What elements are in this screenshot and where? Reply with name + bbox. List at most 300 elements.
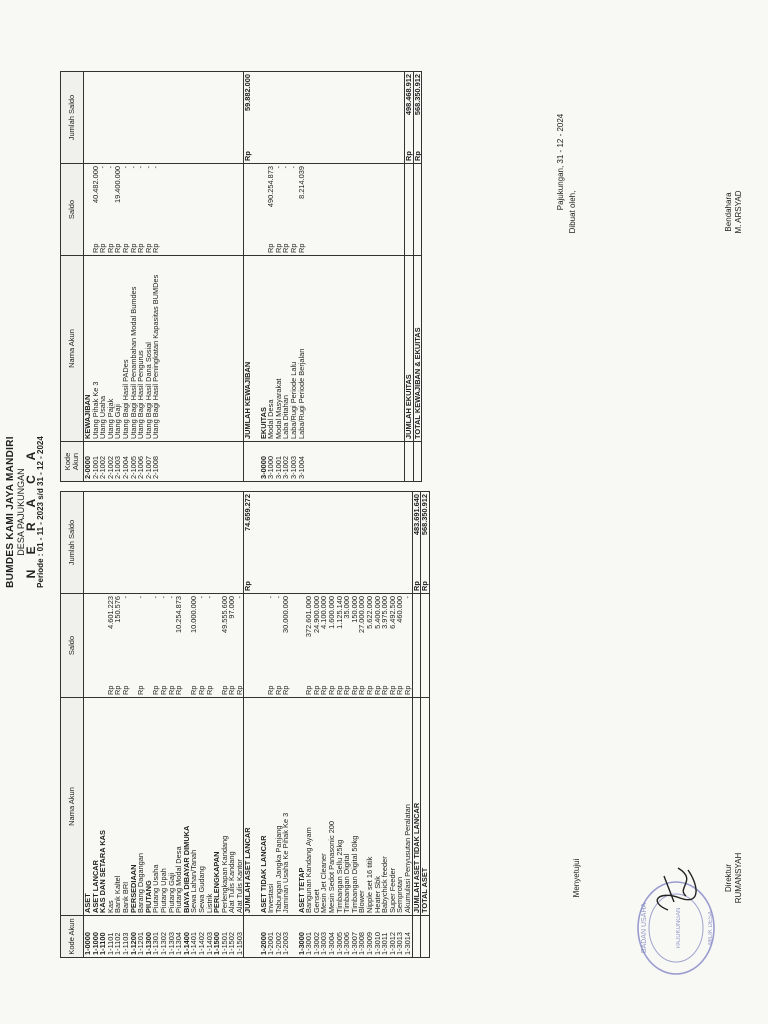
currency-label: Rp xyxy=(189,685,199,695)
account-code xyxy=(351,442,359,482)
account-code: 1-1400 xyxy=(183,916,191,958)
account-total xyxy=(252,72,260,164)
amount-value: 59.882.000 xyxy=(243,74,253,111)
account-code xyxy=(305,442,313,482)
account-total xyxy=(275,72,283,164)
account-name: ASET xyxy=(84,698,92,916)
account-code: 1-1304 xyxy=(175,916,183,958)
account-name xyxy=(190,256,198,442)
account-total xyxy=(381,492,389,594)
account-code: 2-1002 xyxy=(107,442,115,482)
account-saldo xyxy=(228,164,236,256)
currency-label: Rp xyxy=(364,685,374,695)
account-code xyxy=(389,442,397,482)
account-code xyxy=(320,442,328,482)
account-total xyxy=(114,72,122,164)
amount-value: 4.601.223 xyxy=(105,596,115,629)
account-name xyxy=(183,256,191,442)
account-saldo xyxy=(175,594,183,698)
account-total xyxy=(92,492,100,594)
account-total xyxy=(122,492,130,594)
table-row xyxy=(298,72,306,482)
amount-value: 6.492.500 xyxy=(387,596,397,629)
currency-label: Rp xyxy=(98,243,108,253)
amount-value: 4.100.000 xyxy=(319,596,329,629)
amount-value: - xyxy=(105,166,115,169)
account-total xyxy=(366,72,374,164)
amount-value: 3.975.000 xyxy=(380,596,390,629)
account-saldo xyxy=(244,594,252,698)
table-row xyxy=(198,72,206,482)
account-saldo xyxy=(122,164,130,256)
col-header-name: Nama Akun xyxy=(61,256,84,442)
account-saldo xyxy=(313,164,321,256)
amount-value: 483.691.640 xyxy=(411,494,421,536)
amount-value: 150.000 xyxy=(349,596,359,623)
account-code: 2-1006 xyxy=(137,442,145,482)
account-code xyxy=(206,442,214,482)
account-total xyxy=(122,72,130,164)
account-total xyxy=(381,72,389,164)
account-saldo xyxy=(236,164,244,256)
account-name: Piutang Usaha xyxy=(152,698,160,916)
account-code xyxy=(396,442,404,482)
account-total xyxy=(107,72,115,164)
account-total xyxy=(305,492,313,594)
account-name: Utang Bagi Hasil Pengurus xyxy=(137,256,145,442)
currency-label: Rp xyxy=(266,243,276,253)
account-total xyxy=(145,72,153,164)
account-code: 1-1101 xyxy=(107,916,115,958)
account-total xyxy=(213,492,221,594)
account-code: 3-1003 xyxy=(290,442,298,482)
currency-label: Rp xyxy=(372,685,382,695)
currency-label: Rp xyxy=(234,685,244,695)
table-row xyxy=(160,72,168,482)
account-total xyxy=(183,72,191,164)
table-row xyxy=(152,72,160,482)
amount-value: 568.350.912 xyxy=(412,74,422,116)
account-total xyxy=(252,492,260,594)
account-name: Laba/Rugi Periode Berjalan xyxy=(298,256,306,442)
account-code: 2-1001 xyxy=(92,442,100,482)
account-saldo xyxy=(145,594,153,698)
table-row xyxy=(305,72,313,482)
account-saldo xyxy=(290,594,298,698)
account-saldo xyxy=(152,164,160,256)
currency-label: Rp xyxy=(296,243,306,253)
account-name: ASET TETAP xyxy=(298,698,306,916)
account-name: Bank BRI xyxy=(122,698,130,916)
currency-label: Rp xyxy=(273,685,283,695)
currency-label: Rp xyxy=(120,243,130,253)
account-total xyxy=(260,492,268,594)
table-row xyxy=(221,72,229,482)
account-name: PERLENGKAPAN xyxy=(213,698,221,916)
table-row xyxy=(175,72,183,482)
account-code xyxy=(366,442,374,482)
table-row xyxy=(343,72,351,482)
account-code xyxy=(160,442,168,482)
account-saldo xyxy=(206,164,214,256)
currency-label: Rp xyxy=(395,685,405,695)
account-total xyxy=(84,72,92,164)
amount-value: - xyxy=(166,596,176,599)
account-code: 1-1502 xyxy=(228,916,236,958)
account-code xyxy=(213,442,221,482)
account-name: PERSEDIAAN xyxy=(130,698,138,916)
table-row xyxy=(421,492,430,958)
account-total xyxy=(366,492,374,594)
account-total xyxy=(328,72,336,164)
amount-value: 27.000.000 xyxy=(357,596,367,633)
director-title: Direktur xyxy=(724,864,733,893)
account-code: 1-3009 xyxy=(366,916,374,958)
account-saldo xyxy=(190,594,198,698)
amount-value: 10.254.873 xyxy=(174,596,184,633)
account-name xyxy=(168,256,176,442)
table-row xyxy=(198,492,206,958)
account-code: 1-3013 xyxy=(396,916,404,958)
col-header-total: Jumlah Saldo xyxy=(61,72,84,164)
account-name xyxy=(366,256,374,442)
account-name: Sewa Gudang xyxy=(198,698,206,916)
account-name xyxy=(343,256,351,442)
approved-label: Menyetujui xyxy=(572,858,581,898)
account-code: 1-1201 xyxy=(137,916,145,958)
account-code: 1-1303 xyxy=(168,916,176,958)
amount-value: - xyxy=(151,596,161,599)
col-header-name: Nama Akun xyxy=(61,698,84,916)
account-total xyxy=(145,492,153,594)
account-name: Heater Sbk xyxy=(374,698,382,916)
account-total xyxy=(358,492,366,594)
table-row xyxy=(389,72,397,482)
currency-label: Rp xyxy=(105,243,115,253)
amount-value: 30.000.000 xyxy=(281,596,291,633)
account-saldo xyxy=(206,594,214,698)
account-total xyxy=(267,72,275,164)
table-row xyxy=(313,72,321,482)
account-total xyxy=(92,72,100,164)
account-name: JUMLAH ASET LANCAR xyxy=(244,698,252,916)
account-saldo xyxy=(221,164,229,256)
account-saldo xyxy=(99,164,107,256)
table-row xyxy=(413,72,422,482)
account-total xyxy=(396,492,404,594)
account-saldo xyxy=(198,594,206,698)
account-total xyxy=(198,72,206,164)
account-total xyxy=(160,72,168,164)
account-saldo xyxy=(343,164,351,256)
account-saldo xyxy=(358,164,366,256)
account-code: 1-3012 xyxy=(389,916,397,958)
account-name: Piutang Modal Desa xyxy=(175,698,183,916)
amount-value: - xyxy=(158,596,168,599)
currency-label: Rp xyxy=(151,243,161,253)
account-total xyxy=(190,492,198,594)
table-row xyxy=(228,72,236,482)
amount-value: - xyxy=(234,596,244,599)
table-row xyxy=(404,72,413,482)
account-saldo xyxy=(145,164,153,256)
account-name: Alat Tulis Kantor xyxy=(236,698,244,916)
currency-label: Rp xyxy=(412,151,422,161)
treasurer-title: Bendahara xyxy=(724,192,733,232)
account-name: JUMLAH EKUITAS xyxy=(404,256,413,442)
account-total xyxy=(206,72,214,164)
currency-label: Rp xyxy=(136,685,146,695)
account-total xyxy=(213,72,221,164)
account-saldo xyxy=(336,164,344,256)
account-saldo xyxy=(160,594,168,698)
amount-value: - xyxy=(196,596,206,599)
account-code: 1-3014 xyxy=(404,916,412,958)
currency-label: Rp xyxy=(420,581,430,591)
account-code: 1-3000 xyxy=(298,916,306,958)
account-saldo xyxy=(267,594,275,698)
account-total xyxy=(107,492,115,594)
account-total xyxy=(413,72,422,164)
account-name: Modal Masyarakat xyxy=(275,256,283,442)
currency-label: Rp xyxy=(281,685,291,695)
account-name xyxy=(221,256,229,442)
amount-value: - xyxy=(273,166,283,169)
account-total xyxy=(198,492,206,594)
account-total xyxy=(343,492,351,594)
account-code: 1-1300 xyxy=(145,916,153,958)
table-row xyxy=(381,72,389,482)
account-code: 1-3006 xyxy=(343,916,351,958)
account-code xyxy=(404,442,413,482)
account-name: Genset xyxy=(313,698,321,916)
account-code: 1-3005 xyxy=(336,916,344,958)
currency-label: Rp xyxy=(151,685,161,695)
currency-label: Rp xyxy=(227,685,237,695)
account-total xyxy=(290,72,298,164)
account-code: 1-1503 xyxy=(236,916,244,958)
account-code xyxy=(168,442,176,482)
amount-value: 568.350.912 xyxy=(420,494,430,536)
account-code: 1-2000 xyxy=(260,916,268,958)
account-name: Jaminan Usaha Ke Pihak Ke 3 xyxy=(282,698,290,916)
account-code xyxy=(421,916,430,958)
account-code: 2-1007 xyxy=(145,442,153,482)
account-total xyxy=(130,492,138,594)
account-name: JUMLAH KEWAJIBAN xyxy=(244,256,252,442)
account-code xyxy=(175,442,183,482)
currency-label: Rp xyxy=(289,243,299,253)
currency-label: Rp xyxy=(196,685,206,695)
table-row xyxy=(366,72,374,482)
account-total xyxy=(206,492,214,594)
account-saldo xyxy=(190,164,198,256)
amount-value: 498.468.912 xyxy=(403,74,413,116)
currency-label: Rp xyxy=(411,581,421,591)
amount-value: - xyxy=(273,596,283,599)
amount-value: - xyxy=(120,166,130,169)
account-name: Bangunan Kandang Ayam xyxy=(305,698,313,916)
table-row xyxy=(351,72,359,482)
account-total xyxy=(282,492,290,594)
amount-value: - xyxy=(143,166,153,169)
made-by-label: Dibuat oleh, xyxy=(568,190,577,234)
account-total xyxy=(152,492,160,594)
amount-value: 74.659.272 xyxy=(243,494,253,531)
account-name: Utang Pajak xyxy=(107,256,115,442)
account-saldo xyxy=(366,164,374,256)
account-code: 2-1005 xyxy=(130,442,138,482)
account-code xyxy=(336,442,344,482)
table-row xyxy=(213,72,221,482)
account-saldo xyxy=(152,594,160,698)
account-total xyxy=(244,492,252,594)
account-code: 1-3011 xyxy=(381,916,389,958)
account-total xyxy=(336,72,344,164)
currency-label: Rp xyxy=(204,685,214,695)
account-saldo xyxy=(175,164,183,256)
account-name: Utang Gaji xyxy=(114,256,122,442)
account-saldo xyxy=(389,164,397,256)
account-name: Sewa Lahan/Tanah xyxy=(190,698,198,916)
amount-value: 460.000 xyxy=(395,596,405,623)
currency-label: Rp xyxy=(327,685,336,695)
currency-label: Rp xyxy=(243,581,253,591)
account-name: JUMLAH ASET TIDAK LANCAR xyxy=(412,698,421,916)
account-saldo xyxy=(252,164,260,256)
account-total xyxy=(313,492,321,594)
account-total xyxy=(351,72,359,164)
account-name: Akumulasi Penyusutan Peralatan xyxy=(404,698,412,916)
account-name: Timbangan Digital xyxy=(343,698,351,916)
account-name: Kas xyxy=(107,698,115,916)
account-code: 1-2003 xyxy=(282,916,290,958)
account-code: 1-1500 xyxy=(213,916,221,958)
account-code xyxy=(328,442,336,482)
account-total xyxy=(328,492,336,594)
account-code: 2-1002 xyxy=(99,442,107,482)
account-code xyxy=(183,442,191,482)
account-saldo xyxy=(275,164,283,256)
account-total xyxy=(374,72,382,164)
account-total xyxy=(183,492,191,594)
account-total xyxy=(221,72,229,164)
account-name xyxy=(328,256,336,442)
account-total xyxy=(137,72,145,164)
account-saldo xyxy=(92,164,100,256)
account-name: KAS DAN SETARA KAS xyxy=(99,698,107,916)
account-name: Laba Ditahan xyxy=(282,256,290,442)
account-total xyxy=(298,492,306,594)
account-saldo xyxy=(252,594,260,698)
account-total xyxy=(282,72,290,164)
table-row xyxy=(358,72,366,482)
account-saldo xyxy=(328,164,336,256)
account-name: Utang Bagi Hasil PADes xyxy=(122,256,130,442)
account-name: Blower xyxy=(358,698,366,916)
account-code: 1-1103 xyxy=(122,916,130,958)
currency-label: Rp xyxy=(105,685,115,695)
account-total xyxy=(358,72,366,164)
account-total xyxy=(228,72,236,164)
account-total xyxy=(160,492,168,594)
account-code: 3-1000 xyxy=(267,442,275,482)
village-name: DESA PAJUKUNGAN xyxy=(16,468,26,556)
account-saldo xyxy=(213,164,221,256)
account-code xyxy=(381,442,389,482)
table-row xyxy=(183,72,191,482)
account-saldo xyxy=(168,164,176,256)
account-code: 1-2001 xyxy=(267,916,275,958)
amount-value: 1.600.000 xyxy=(327,596,336,629)
account-code: 2-1008 xyxy=(152,442,160,482)
account-saldo xyxy=(396,594,404,698)
account-saldo xyxy=(282,164,290,256)
table-row xyxy=(374,72,382,482)
currency-label: Rp xyxy=(136,243,146,253)
account-saldo xyxy=(412,594,421,698)
amount-value: - xyxy=(98,166,108,169)
account-total xyxy=(275,492,283,594)
account-saldo xyxy=(130,164,138,256)
account-code xyxy=(244,916,252,958)
table-row xyxy=(206,72,214,482)
account-code: 3-1001 xyxy=(275,442,283,482)
account-code: 1-3003 xyxy=(320,916,328,958)
currency-label: Rp xyxy=(219,685,229,695)
account-code: 1-1403 xyxy=(206,916,214,958)
table-row xyxy=(328,72,336,482)
account-code: 3-1004 xyxy=(298,442,306,482)
account-total xyxy=(99,492,107,594)
table-row xyxy=(244,72,252,482)
account-code: 1-1302 xyxy=(160,916,168,958)
account-code: 1-1000 xyxy=(92,916,100,958)
account-code: 1-1100 xyxy=(99,916,107,958)
account-total xyxy=(114,492,122,594)
account-name xyxy=(336,256,344,442)
account-name xyxy=(198,256,206,442)
currency-label: Rp xyxy=(311,685,321,695)
account-code: 1-1401 xyxy=(190,916,198,958)
account-name: Utang Pihak Ke 3 xyxy=(92,256,100,442)
account-saldo xyxy=(404,164,413,256)
account-total xyxy=(137,492,145,594)
account-total xyxy=(168,492,176,594)
col-header-code: Kode Akun xyxy=(61,916,84,958)
amount-value: 24.900.000 xyxy=(311,596,321,633)
account-name: Piutang Gaji xyxy=(168,698,176,916)
account-total xyxy=(389,72,397,164)
account-code: 1-1102 xyxy=(114,916,122,958)
amount-value: - xyxy=(151,166,161,169)
account-name xyxy=(351,256,359,442)
svg-text:PAJUKUNGAN: PAJUKUNGAN xyxy=(676,907,682,949)
currency-label: Rp xyxy=(243,151,253,161)
account-name xyxy=(175,256,183,442)
amount-value: 8.214.039 xyxy=(296,166,306,199)
account-saldo xyxy=(396,164,404,256)
account-saldo xyxy=(413,164,422,256)
account-name: Modal Desa xyxy=(267,256,275,442)
account-code: 1-3004 xyxy=(328,916,336,958)
account-name: Nipple set 16 titik xyxy=(366,698,374,916)
account-total xyxy=(421,492,430,594)
currency-label: Rp xyxy=(342,685,352,695)
account-name: Semprotan xyxy=(396,698,404,916)
account-saldo xyxy=(421,594,430,698)
account-name xyxy=(358,256,366,442)
